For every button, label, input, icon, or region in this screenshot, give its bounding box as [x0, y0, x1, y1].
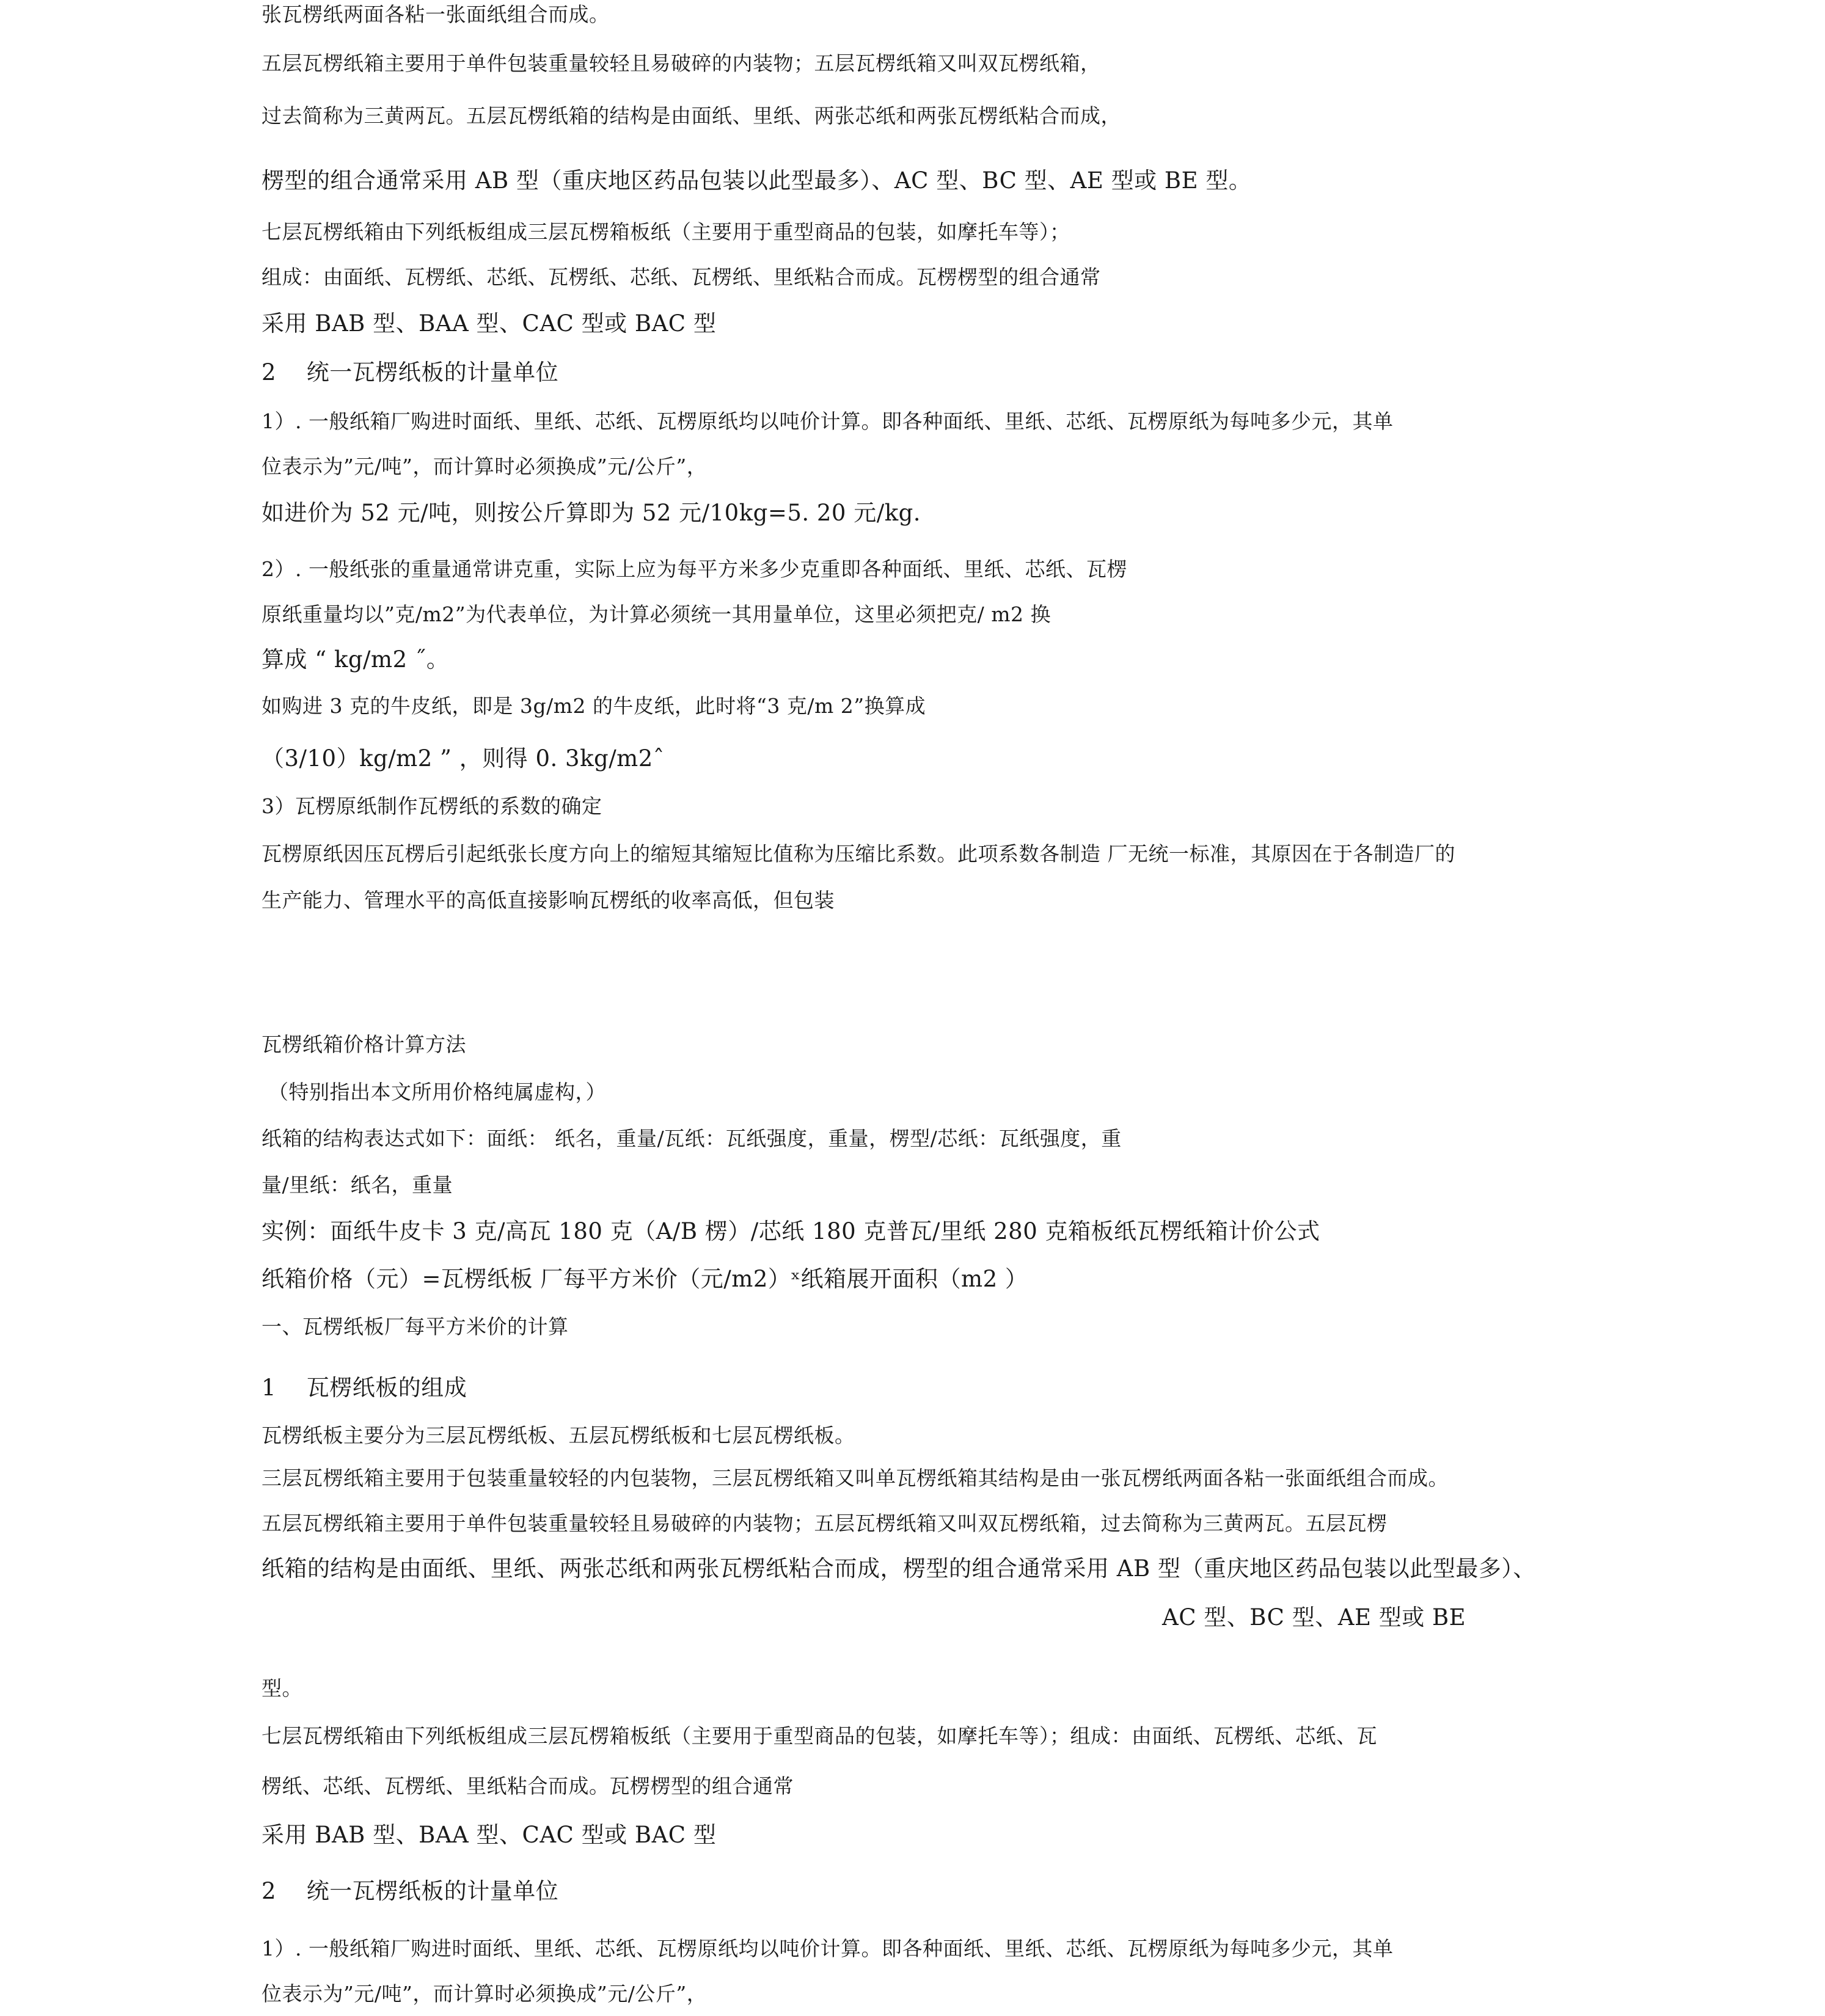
formula-line: 纸箱价格（元）=瓦楞纸板 厂每平方米价（元/m2）ˣ纸箱展开面积（m2 ）: [261, 1266, 1028, 1292]
text-line: （3/10）kg/m2 ” ，则得 0. 3kg/m2ˆ: [261, 745, 665, 772]
text-line: 位表示为”元/吨”，而计算时必须换成”元/公斤”，: [261, 455, 708, 478]
text-line: 算成 “ kg/m2 ˝。: [261, 646, 450, 673]
text-line: 瓦楞原纸因压瓦楞后引起纸张长度方向上的缩短其缩短比值称为压缩比系数。此项系数各制造 厂无统一标准，其原因在于各制造厂的: [261, 842, 1455, 866]
text-line: （特别指出本文所用价格纯属虚构，）: [261, 1080, 606, 1104]
text-line: 型。: [261, 1676, 302, 1700]
text-line: 如购进 3 克的牛皮纸，即是 3g/m2 的牛皮纸，此时将“3 克/m 2”换算成: [261, 694, 926, 718]
text-line: 采用 BAB 型、BAA 型、CAC 型或 BAC 型: [261, 310, 717, 337]
text-line: 原纸重量均以”克/m2”为代表单位，为计算必须统一其用量单位，这里必须把克/ m2 换: [261, 602, 1051, 626]
text-line: 过去简称为三黄两瓦。五层瓦楞纸箱的结构是由面纸、里纸、两张芯纸和两张瓦楞纸粘合而成，: [261, 104, 1121, 128]
text-line: 2）. 一般纸张的重量通常讲克重，实际上应为每平方米多少克重即各种面纸、里纸、芯纸、瓦楞: [261, 557, 1127, 581]
text-line: 五层瓦楞纸箱主要用于单件包装重量较轻且易破碎的内装物；五层瓦楞纸箱又叫双瓦楞纸箱，过去简称为三黄两瓦。五层瓦楞: [261, 1511, 1388, 1535]
text-line: 纸箱的结构表达式如下：面纸： 纸名，重量/瓦纸：瓦纸强度，重量，楞型/芯纸：瓦纸强度，重: [261, 1127, 1122, 1150]
text-line: 1）. 一般纸箱厂购进时面纸、里纸、芯纸、瓦楞原纸均以吨价计算。即各种面纸、里纸、芯纸、瓦楞原纸为每吨多少元，其单: [261, 409, 1394, 433]
document-title: 瓦楞纸箱价格计算方法: [261, 1032, 466, 1056]
text-line: 1）. 一般纸箱厂购进时面纸、里纸、芯纸、瓦楞原纸均以吨价计算。即各种面纸、里纸、芯纸、瓦楞原纸为每吨多少元，其单: [261, 1937, 1394, 1960]
text-line: 纸箱的结构是由面纸、里纸、两张芯纸和两张瓦楞纸粘合而成，楞型的组合通常采用 AB 型（重庆地区药品包装以此型最多）、: [261, 1555, 1536, 1582]
text-line: 五层瓦楞纸箱主要用于单件包装重量较轻且易破碎的内装物；五层瓦楞纸箱又叫双瓦楞纸箱，: [261, 51, 1101, 75]
text-line: 楞型的组合通常采用 AB 型（重庆地区药品包装以此型最多）、AC 型、BC 型、AE 型或 BE 型。: [261, 167, 1252, 194]
text-line: AC 型、BC 型、AE 型或 BE: [1162, 1604, 1466, 1631]
text-line: 3）瓦楞原纸制作瓦楞纸的系数的确定: [261, 794, 602, 818]
section-heading: 1 瓦楞纸板的组成: [261, 1375, 467, 1401]
text-line: 楞纸、芯纸、瓦楞纸、里纸粘合而成。瓦楞楞型的组合通常: [261, 1774, 794, 1798]
text-line: 实例：面纸牛皮卡 3 克/高瓦 180 克（A/B 楞）/芯纸 180 克普瓦/里纸 280 克箱板纸瓦楞纸箱计价公式: [261, 1218, 1320, 1244]
text-line: 组成：由面纸、瓦楞纸、芯纸、瓦楞纸、芯纸、瓦楞纸、里纸粘合而成。瓦楞楞型的组合通常: [261, 265, 1101, 289]
section-heading: 2 统一瓦楞纸板的计量单位: [261, 359, 559, 385]
section-heading: 一、瓦楞纸板厂每平方米价的计算: [261, 1315, 569, 1339]
text-line: 七层瓦楞纸箱由下列纸板组成三层瓦楞箱板纸（主要用于重型商品的包装，如摩托车等）；组成：由面纸、瓦楞纸、芯纸、瓦: [261, 1724, 1377, 1748]
section-heading: 2 统一瓦楞纸板的计量单位: [261, 1878, 559, 1904]
text-line: 如进价为 52 元/吨，则按公斤算即为 52 元/10kg=5. 20 元/kg.: [261, 500, 921, 526]
text-line: 张瓦楞纸两面各粘一张面纸组合而成。: [261, 2, 610, 26]
text-line: 七层瓦楞纸箱由下列纸板组成三层瓦楞箱板纸（主要用于重型商品的包装，如摩托车等）；: [261, 220, 1070, 244]
text-line: 位表示为”元/吨”，而计算时必须换成”元/公斤”，: [261, 1982, 708, 2006]
text-line: 量/里纸：纸名，重量: [261, 1173, 453, 1197]
text-line: 生产能力、管理水平的高低直接影响瓦楞纸的收率高低，但包装: [261, 888, 835, 912]
text-line: 瓦楞纸板主要分为三层瓦楞纸板、五层瓦楞纸板和七层瓦楞纸板。: [261, 1423, 855, 1447]
text-line: 采用 BAB 型、BAA 型、CAC 型或 BAC 型: [261, 1822, 717, 1848]
text-line: 三层瓦楞纸箱主要用于包装重量较轻的内包装物，三层瓦楞纸箱又叫单瓦楞纸箱其结构是由一张瓦楞纸两面各粘一张面纸组合而成。: [261, 1466, 1449, 1490]
